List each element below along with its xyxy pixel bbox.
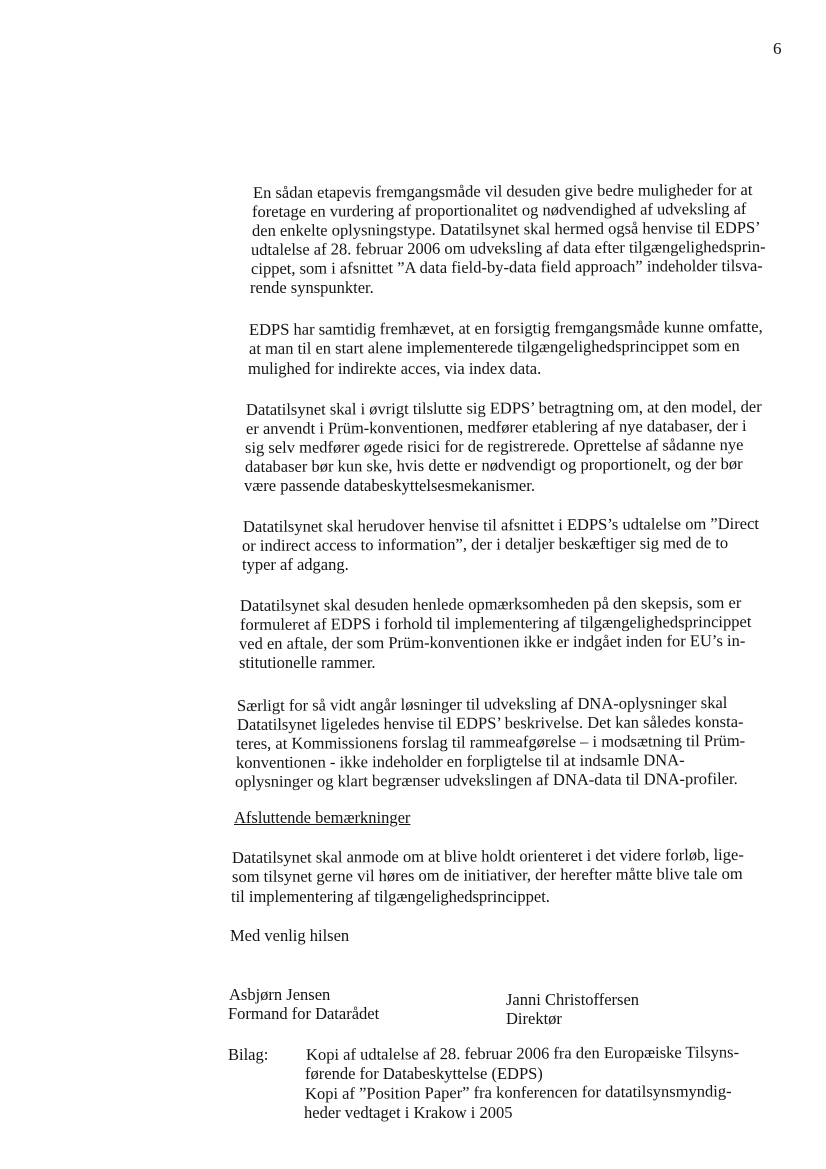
paragraph-4-line: Datatilsynet skal herudover henvise til afsnittet i EDPS’s udtalelse om ”Direct: [242, 513, 760, 536]
signatory-name: Janni Christoffersen: [506, 990, 640, 1009]
paragraph-5-line: formuleret af EDPS i forhold til implementering af tilgængelighedsprincippet: [239, 611, 752, 634]
paragraph-2-line: mulighed for indirekte acces, via index data.: [248, 359, 542, 378]
paragraph-3-line: databaser bør kun ske, hvis dette er nødvendigt og proportionelt, og der bør: [244, 453, 743, 476]
attachment-line: heder vedtaget i Krakow i 2005: [304, 1103, 513, 1122]
attachment-line: Kopi af ”Position Paper” fra konferencen for datatilsynsmyndig-: [304, 1081, 732, 1103]
paragraph-5-line: ved en aftale, der som Prüm-konventionen ikke er indgået inden for EU’s in-: [238, 630, 746, 653]
signatory-title: Formand for Datarådet: [228, 1004, 380, 1023]
paragraph-1-line: foretage en vurdering af proportionalitet og nødvendighed af udveksling af: [251, 198, 747, 221]
greeting: Med venlig hilsen: [230, 926, 350, 945]
paragraph-4-line: or indirect access to information”, der i detaljer beskæftiger sig med de to: [241, 533, 729, 555]
paragraph-1-line: den enkelte oplysningstype. Datatilsynet skal hermed også henvise til EDPS’: [251, 217, 761, 240]
paragraph-5-line: stitutionelle rammer.: [239, 653, 376, 672]
paragraph-3-line: er anvendt i Prüm-konventionen, medfører etablering af nye databaser, der i: [245, 415, 747, 438]
paragraph-1-line: cippet, som i afsnittet ”A data field-by-data field approach” indeholder tilsva-: [250, 255, 763, 278]
paragraph-6-line: oplysninger og klart begrænser udvekslingen af DNA-data til DNA-profiler.: [234, 768, 738, 791]
paragraph-2-line: EDPS har samtidig fremhævet, at en forsigtig fremgangsmåde kunne omfatte,: [248, 316, 763, 339]
closing-paragraph-line: som tilsynet gerne vil høres om de initiativer, der herefter måtte blive tale om: [231, 863, 743, 886]
paragraph-1-line: En sådan etapevis fremgangsmåde vil desuden give bedre muligheder for at: [252, 179, 753, 202]
signatory-name: Asbjørn Jensen: [229, 985, 331, 1004]
paragraph-2-line: at man til en start alene implementerede tilgængelighedsprincippet som en: [248, 336, 740, 358]
section-heading: Afsluttende bemærkninger: [234, 808, 411, 827]
attachment-line: Kopi af udtalelse af 28. februar 2006 fra den Europæiske Tilsyns-: [305, 1042, 740, 1064]
closing-paragraph-line: til implementering af tilgængelighedsprincippet.: [231, 887, 550, 906]
paragraph-4-line: typer af adgang.: [242, 555, 349, 574]
paragraph-5-line: Datatilsynet skal desuden henlede opmærksomheden på den skepsis, som er: [239, 592, 742, 615]
paragraph-1-line: udtalelse af 28. februar 2006 om udveksling af data efter tilgængelighedsprin-: [250, 236, 766, 259]
paragraph-1-line: rende synspunkter.: [250, 278, 374, 297]
paragraph-6-line: Særligt for så vidt angår løsninger til udveksling af DNA-oplysninger skal: [236, 693, 728, 715]
closing-paragraph-line: Datatilsynet skal anmode om at blive holdt orienteret i det videre forløb, lige-: [231, 844, 744, 867]
signatory-title: Direktør: [506, 1009, 562, 1028]
paragraph-6-line: Datatilsynet ligeledes henvise til EDPS’ beskrivelse. Det kan således konsta-: [236, 711, 744, 734]
attachments-label: Bilag:: [228, 1045, 269, 1064]
page-number: 6: [773, 39, 782, 58]
attachment-line: førende for Databeskyttelse (EDPS): [305, 1064, 543, 1083]
paragraph-3-line: sig selv medfører øgede risici for de registrerede. Oprettelse af sådanne nye: [244, 434, 744, 457]
paragraph-3-line: være passende databeskyttelsesmekanismer.: [244, 476, 535, 495]
paragraph-6-line: teres, at Kommissionens forslag til rammeafgørelse – i modsætning til Prüm-: [235, 730, 746, 753]
paragraph-6-line: konventionen - ikke indeholder en forpligtelse til at indsamle DNA-: [235, 750, 685, 772]
paragraph-3-line: Datatilsynet skal i øvrigt tilslutte sig EDPS’ betragtning om, at den model, der: [245, 396, 762, 419]
